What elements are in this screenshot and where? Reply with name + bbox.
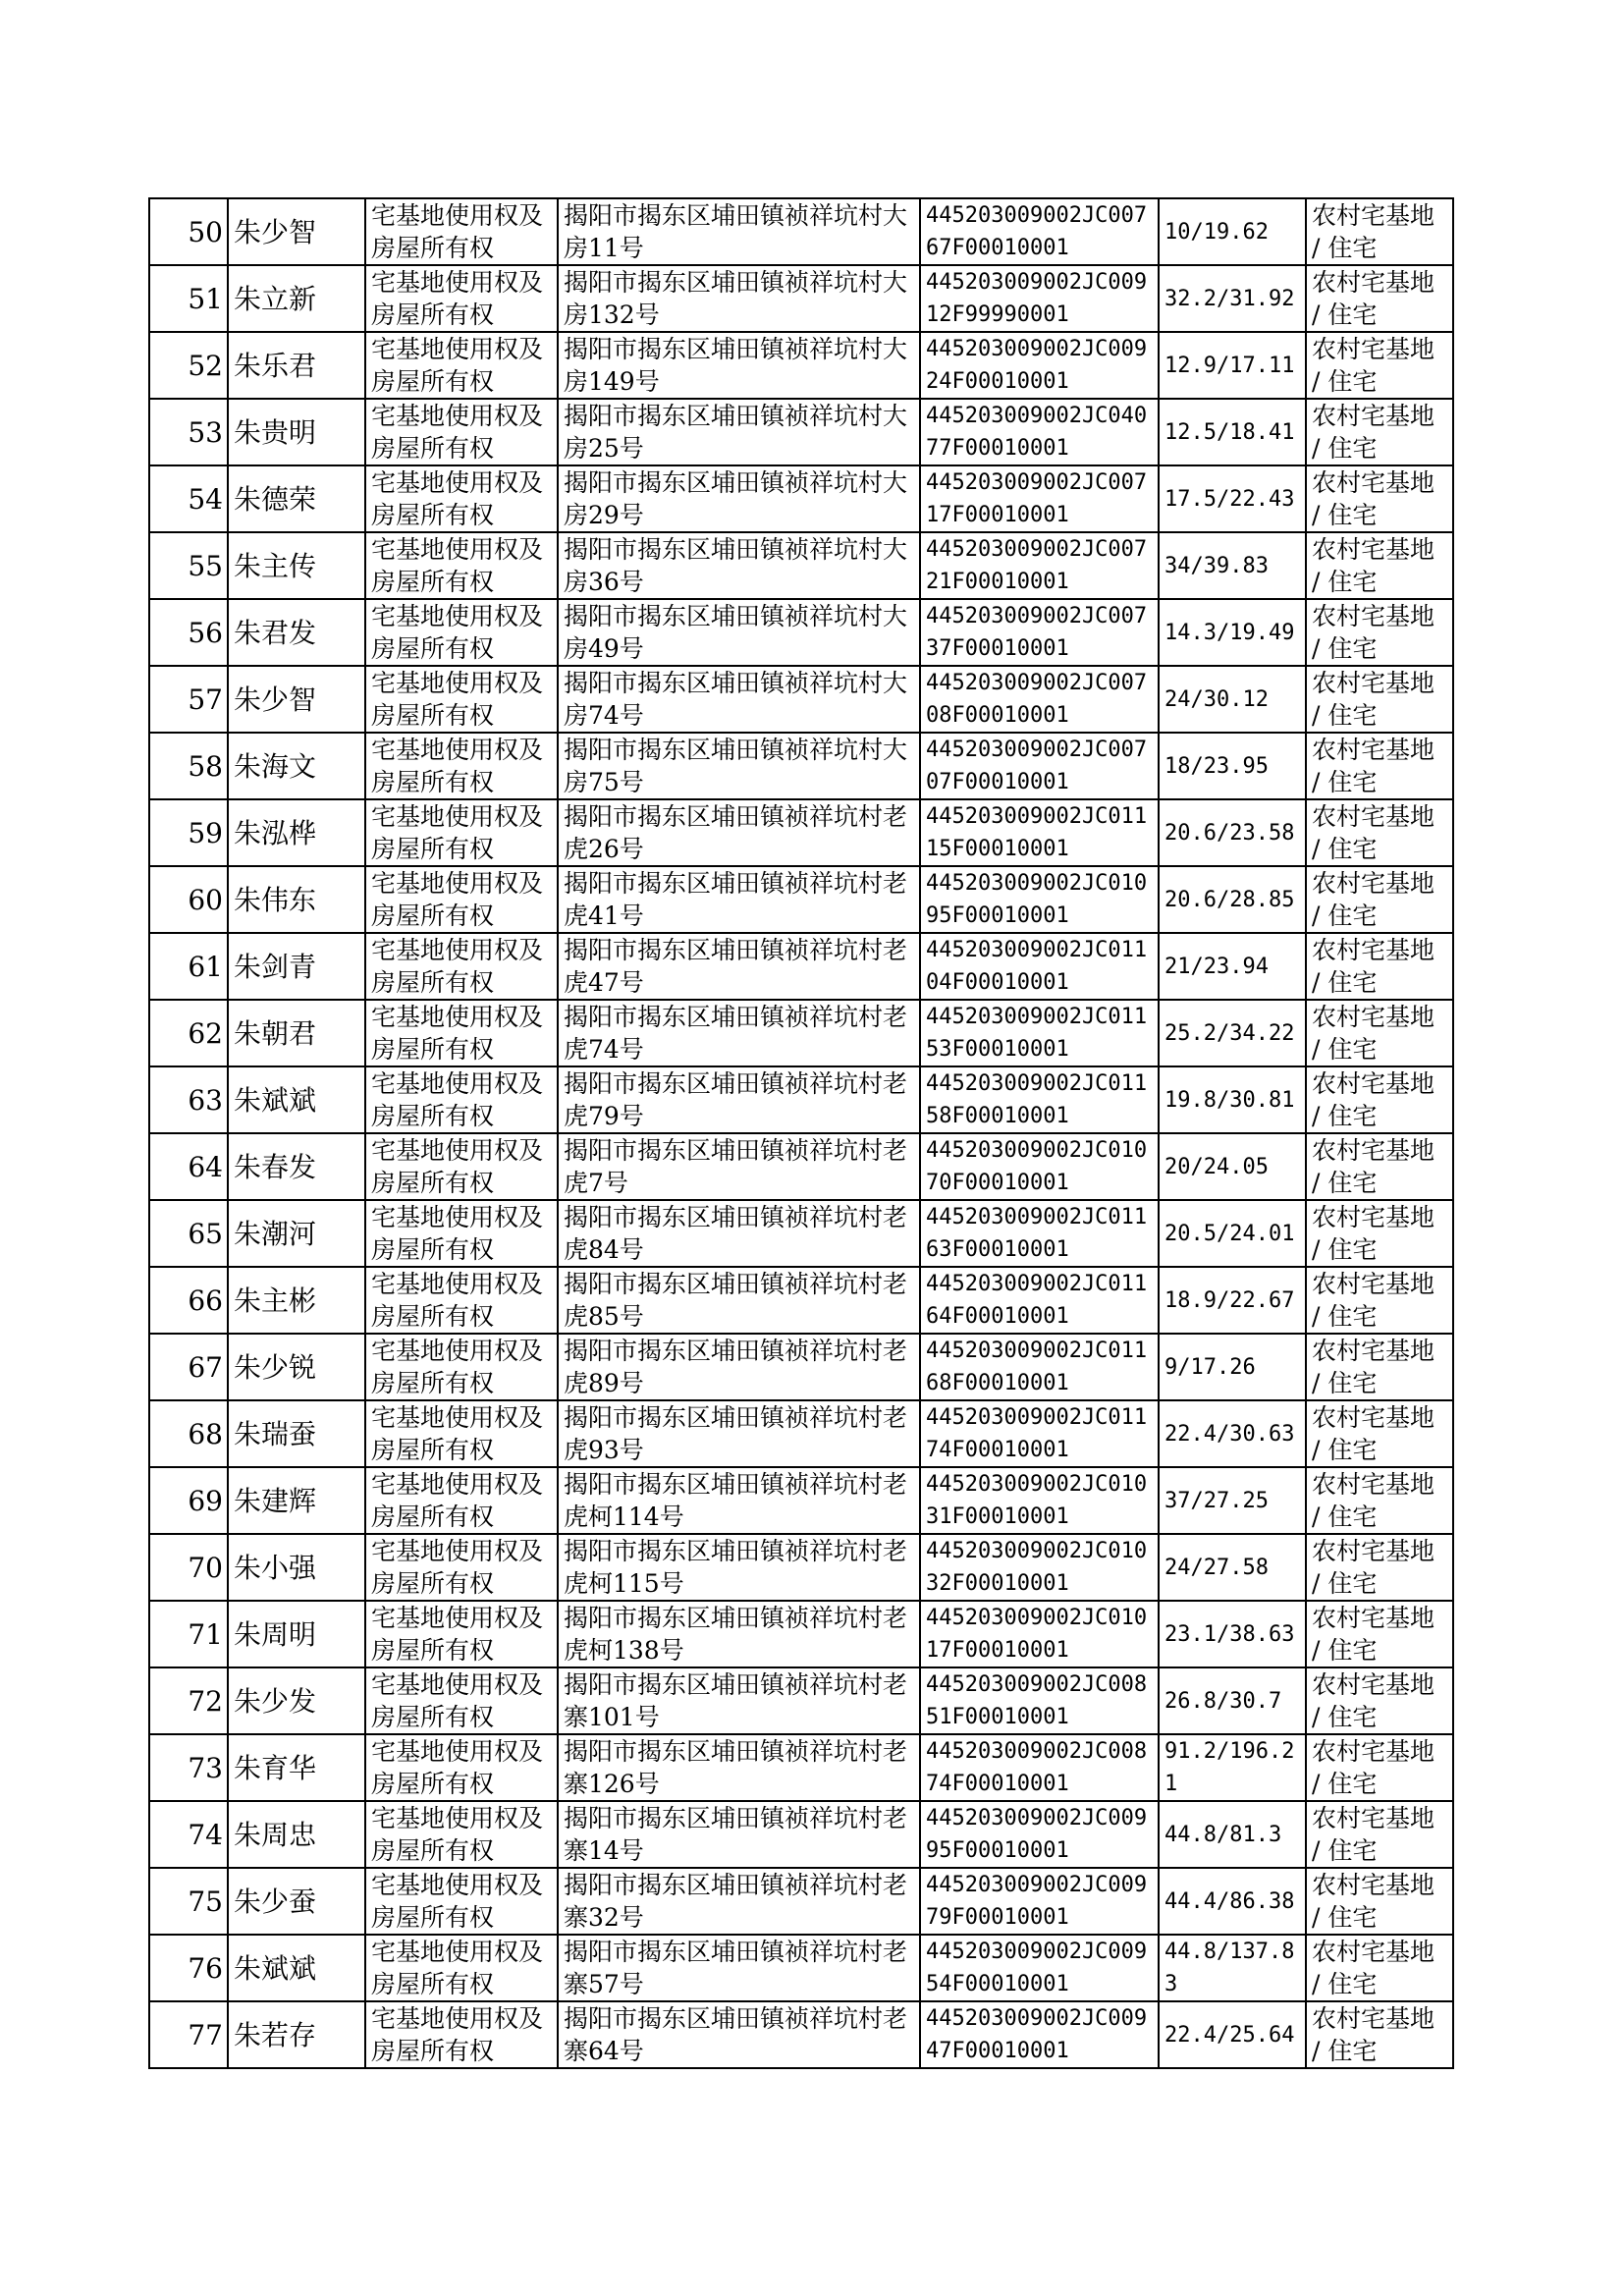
address-cell: 揭阳市揭东区埔田镇祯祥坑村老虎79号 <box>558 1066 920 1133</box>
row-number-cell: 60 <box>149 866 228 933</box>
address-cell: 揭阳市揭东区埔田镇祯祥坑村老虎7号 <box>558 1133 920 1200</box>
address-cell: 揭阳市揭东区埔田镇祯祥坑村老虎74号 <box>558 1000 920 1066</box>
owner-name-cell: 朱少智 <box>228 666 365 733</box>
table-row <box>149 1000 1453 1066</box>
registry-table <box>148 197 1454 2069</box>
owner-name-cell: 朱少发 <box>228 1667 365 1734</box>
land-use-cell: 农村宅基地 / 住宅 <box>1306 1133 1453 1200</box>
address-cell: 揭阳市揭东区埔田镇祯祥坑村大房75号 <box>558 733 920 799</box>
address-cell: 揭阳市揭东区埔田镇祯祥坑村老寨126号 <box>558 1734 920 1801</box>
row-number-cell: 54 <box>149 465 228 532</box>
address-cell: 揭阳市揭东区埔田镇祯祥坑村大房49号 <box>558 599 920 666</box>
unit-code-cell: 445203009002JC00954F00010001 <box>920 1935 1159 2001</box>
unit-code-cell: 445203009002JC01070F00010001 <box>920 1133 1159 1200</box>
right-type-cell: 宅基地使用权及房屋所有权 <box>365 465 558 532</box>
unit-code-cell: 445203009002JC04077F00010001 <box>920 399 1159 465</box>
unit-code-cell: 445203009002JC01153F00010001 <box>920 1000 1159 1066</box>
table-row <box>149 1267 1453 1334</box>
table-row <box>149 1066 1453 1133</box>
land-use-cell: 农村宅基地 / 住宅 <box>1306 1734 1453 1801</box>
table-row <box>149 265 1453 332</box>
address-cell: 揭阳市揭东区埔田镇祯祥坑村老虎柯138号 <box>558 1601 920 1667</box>
registry-table-body <box>149 198 1453 2068</box>
row-number-cell: 62 <box>149 1000 228 1066</box>
right-type-cell: 宅基地使用权及房屋所有权 <box>365 198 558 265</box>
address-cell: 揭阳市揭东区埔田镇祯祥坑村老寨14号 <box>558 1801 920 1868</box>
land-use-cell: 农村宅基地 / 住宅 <box>1306 666 1453 733</box>
owner-name-cell: 朱剑青 <box>228 933 365 1000</box>
row-number-cell: 55 <box>149 532 228 599</box>
row-number-cell: 69 <box>149 1467 228 1534</box>
unit-code-cell: 445203009002JC00708F00010001 <box>920 666 1159 733</box>
owner-name-cell: 朱少智 <box>228 198 365 265</box>
area-cell: 20.6/28.85 <box>1159 866 1306 933</box>
owner-name-cell: 朱朝君 <box>228 1000 365 1066</box>
owner-name-cell: 朱泓桦 <box>228 799 365 866</box>
row-number-cell: 66 <box>149 1267 228 1334</box>
unit-code-cell: 445203009002JC01163F00010001 <box>920 1200 1159 1267</box>
row-number-cell: 64 <box>149 1133 228 1200</box>
area-cell: 44.4/86.38 <box>1159 1868 1306 1935</box>
row-number-cell: 67 <box>149 1334 228 1400</box>
table-row <box>149 198 1453 265</box>
owner-name-cell: 朱斌斌 <box>228 1935 365 2001</box>
owner-name-cell: 朱周忠 <box>228 1801 365 1868</box>
owner-name-cell: 朱君发 <box>228 599 365 666</box>
right-type-cell: 宅基地使用权及房屋所有权 <box>365 1601 558 1667</box>
area-cell: 22.4/25.64 <box>1159 2001 1306 2068</box>
area-cell: 23.1/38.63 <box>1159 1601 1306 1667</box>
unit-code-cell: 445203009002JC00737F00010001 <box>920 599 1159 666</box>
address-cell: 揭阳市揭东区埔田镇祯祥坑村老虎41号 <box>558 866 920 933</box>
right-type-cell: 宅基地使用权及房屋所有权 <box>365 1133 558 1200</box>
unit-code-cell: 445203009002JC01168F00010001 <box>920 1334 1159 1400</box>
area-cell: 12.9/17.11 <box>1159 332 1306 399</box>
right-type-cell: 宅基地使用权及房屋所有权 <box>365 532 558 599</box>
area-cell: 14.3/19.49 <box>1159 599 1306 666</box>
unit-code-cell: 445203009002JC00767F00010001 <box>920 198 1159 265</box>
owner-name-cell: 朱瑞蚕 <box>228 1400 365 1467</box>
row-number-cell: 71 <box>149 1601 228 1667</box>
owner-name-cell: 朱小强 <box>228 1534 365 1601</box>
row-number-cell: 57 <box>149 666 228 733</box>
owner-name-cell: 朱主传 <box>228 532 365 599</box>
unit-code-cell: 445203009002JC01095F00010001 <box>920 866 1159 933</box>
right-type-cell: 宅基地使用权及房屋所有权 <box>365 933 558 1000</box>
area-cell: 10/19.62 <box>1159 198 1306 265</box>
table-row <box>149 465 1453 532</box>
land-use-cell: 农村宅基地 / 住宅 <box>1306 2001 1453 2068</box>
area-cell: 26.8/30.7 <box>1159 1667 1306 1734</box>
unit-code-cell: 445203009002JC01104F00010001 <box>920 933 1159 1000</box>
right-type-cell: 宅基地使用权及房屋所有权 <box>365 1534 558 1601</box>
right-type-cell: 宅基地使用权及房屋所有权 <box>365 1334 558 1400</box>
area-cell: 12.5/18.41 <box>1159 399 1306 465</box>
land-use-cell: 农村宅基地 / 住宅 <box>1306 1868 1453 1935</box>
land-use-cell: 农村宅基地 / 住宅 <box>1306 532 1453 599</box>
land-use-cell: 农村宅基地 / 住宅 <box>1306 1935 1453 2001</box>
land-use-cell: 农村宅基地 / 住宅 <box>1306 1467 1453 1534</box>
address-cell: 揭阳市揭东区埔田镇祯祥坑村大房74号 <box>558 666 920 733</box>
table-row <box>149 2001 1453 2068</box>
land-use-cell: 农村宅基地 / 住宅 <box>1306 1601 1453 1667</box>
table-row <box>149 799 1453 866</box>
unit-code-cell: 445203009002JC01031F00010001 <box>920 1467 1159 1534</box>
land-use-cell: 农村宅基地 / 住宅 <box>1306 332 1453 399</box>
right-type-cell: 宅基地使用权及房屋所有权 <box>365 1935 558 2001</box>
table-row <box>149 666 1453 733</box>
owner-name-cell: 朱少蚕 <box>228 1868 365 1935</box>
unit-code-cell: 445203009002JC00924F00010001 <box>920 332 1159 399</box>
owner-name-cell: 朱春发 <box>228 1133 365 1200</box>
area-cell: 44.8/81.3 <box>1159 1801 1306 1868</box>
land-use-cell: 农村宅基地 / 住宅 <box>1306 1000 1453 1066</box>
right-type-cell: 宅基地使用权及房屋所有权 <box>365 866 558 933</box>
right-type-cell: 宅基地使用权及房屋所有权 <box>365 1000 558 1066</box>
land-use-cell: 农村宅基地 / 住宅 <box>1306 465 1453 532</box>
unit-code-cell: 445203009002JC00912F99990001 <box>920 265 1159 332</box>
address-cell: 揭阳市揭东区埔田镇祯祥坑村老虎26号 <box>558 799 920 866</box>
land-use-cell: 农村宅基地 / 住宅 <box>1306 1667 1453 1734</box>
row-number-cell: 76 <box>149 1935 228 2001</box>
land-use-cell: 农村宅基地 / 住宅 <box>1306 1534 1453 1601</box>
row-number-cell: 74 <box>149 1801 228 1868</box>
land-use-cell: 农村宅基地 / 住宅 <box>1306 733 1453 799</box>
right-type-cell: 宅基地使用权及房屋所有权 <box>365 1801 558 1868</box>
unit-code-cell: 445203009002JC00717F00010001 <box>920 465 1159 532</box>
address-cell: 揭阳市揭东区埔田镇祯祥坑村老寨101号 <box>558 1667 920 1734</box>
right-type-cell: 宅基地使用权及房屋所有权 <box>365 733 558 799</box>
area-cell: 20/24.05 <box>1159 1133 1306 1200</box>
right-type-cell: 宅基地使用权及房屋所有权 <box>365 399 558 465</box>
owner-name-cell: 朱主彬 <box>228 1267 365 1334</box>
address-cell: 揭阳市揭东区埔田镇祯祥坑村老虎47号 <box>558 933 920 1000</box>
area-cell: 19.8/30.81 <box>1159 1066 1306 1133</box>
area-cell: 25.2/34.22 <box>1159 1000 1306 1066</box>
owner-name-cell: 朱德荣 <box>228 465 365 532</box>
unit-code-cell: 445203009002JC01174F00010001 <box>920 1400 1159 1467</box>
land-use-cell: 农村宅基地 / 住宅 <box>1306 1066 1453 1133</box>
land-use-cell: 农村宅基地 / 住宅 <box>1306 933 1453 1000</box>
land-use-cell: 农村宅基地 / 住宅 <box>1306 599 1453 666</box>
owner-name-cell: 朱周明 <box>228 1601 365 1667</box>
row-number-cell: 68 <box>149 1400 228 1467</box>
table-row <box>149 1601 1453 1667</box>
table-row <box>149 1133 1453 1200</box>
row-number-cell: 77 <box>149 2001 228 2068</box>
row-number-cell: 63 <box>149 1066 228 1133</box>
right-type-cell: 宅基地使用权及房屋所有权 <box>365 1467 558 1534</box>
right-type-cell: 宅基地使用权及房屋所有权 <box>365 265 558 332</box>
right-type-cell: 宅基地使用权及房屋所有权 <box>365 332 558 399</box>
row-number-cell: 75 <box>149 1868 228 1935</box>
address-cell: 揭阳市揭东区埔田镇祯祥坑村老寨32号 <box>558 1868 920 1935</box>
address-cell: 揭阳市揭东区埔田镇祯祥坑村老虎84号 <box>558 1200 920 1267</box>
area-cell: 34/39.83 <box>1159 532 1306 599</box>
land-use-cell: 农村宅基地 / 住宅 <box>1306 1267 1453 1334</box>
table-row <box>149 1200 1453 1267</box>
land-use-cell: 农村宅基地 / 住宅 <box>1306 866 1453 933</box>
area-cell: 20.6/23.58 <box>1159 799 1306 866</box>
right-type-cell: 宅基地使用权及房屋所有权 <box>365 1868 558 1935</box>
row-number-cell: 59 <box>149 799 228 866</box>
row-number-cell: 51 <box>149 265 228 332</box>
table-row <box>149 1400 1453 1467</box>
address-cell: 揭阳市揭东区埔田镇祯祥坑村老虎93号 <box>558 1400 920 1467</box>
area-cell: 20.5/24.01 <box>1159 1200 1306 1267</box>
right-type-cell: 宅基地使用权及房屋所有权 <box>365 1667 558 1734</box>
unit-code-cell: 445203009002JC01017F00010001 <box>920 1601 1159 1667</box>
address-cell: 揭阳市揭东区埔田镇祯祥坑村大房11号 <box>558 198 920 265</box>
owner-name-cell: 朱乐君 <box>228 332 365 399</box>
row-number-cell: 53 <box>149 399 228 465</box>
area-cell: 18/23.95 <box>1159 733 1306 799</box>
right-type-cell: 宅基地使用权及房屋所有权 <box>365 799 558 866</box>
address-cell: 揭阳市揭东区埔田镇祯祥坑村老寨57号 <box>558 1935 920 2001</box>
owner-name-cell: 朱伟东 <box>228 866 365 933</box>
land-use-cell: 农村宅基地 / 住宅 <box>1306 198 1453 265</box>
right-type-cell: 宅基地使用权及房屋所有权 <box>365 1267 558 1334</box>
owner-name-cell: 朱育华 <box>228 1734 365 1801</box>
owner-name-cell: 朱建辉 <box>228 1467 365 1534</box>
owner-name-cell: 朱潮河 <box>228 1200 365 1267</box>
unit-code-cell: 445203009002JC00874F00010001 <box>920 1734 1159 1801</box>
area-cell: 44.8/137.83 <box>1159 1935 1306 2001</box>
address-cell: 揭阳市揭东区埔田镇祯祥坑村大房29号 <box>558 465 920 532</box>
address-cell: 揭阳市揭东区埔田镇祯祥坑村老虎柯114号 <box>558 1467 920 1534</box>
area-cell: 18.9/22.67 <box>1159 1267 1306 1334</box>
area-cell: 24/27.58 <box>1159 1534 1306 1601</box>
owner-name-cell: 朱海文 <box>228 733 365 799</box>
row-number-cell: 72 <box>149 1667 228 1734</box>
land-use-cell: 农村宅基地 / 住宅 <box>1306 265 1453 332</box>
table-row <box>149 1667 1453 1734</box>
row-number-cell: 50 <box>149 198 228 265</box>
land-use-cell: 农村宅基地 / 住宅 <box>1306 1801 1453 1868</box>
row-number-cell: 70 <box>149 1534 228 1601</box>
row-number-cell: 65 <box>149 1200 228 1267</box>
unit-code-cell: 445203009002JC00995F00010001 <box>920 1801 1159 1868</box>
table-row <box>149 332 1453 399</box>
area-cell: 91.2/196.21 <box>1159 1734 1306 1801</box>
unit-code-cell: 445203009002JC01158F00010001 <box>920 1066 1159 1133</box>
unit-code-cell: 445203009002JC01115F00010001 <box>920 799 1159 866</box>
table-row <box>149 599 1453 666</box>
table-row <box>149 1935 1453 2001</box>
address-cell: 揭阳市揭东区埔田镇祯祥坑村大房132号 <box>558 265 920 332</box>
table-row <box>149 1534 1453 1601</box>
table-row <box>149 933 1453 1000</box>
land-use-cell: 农村宅基地 / 住宅 <box>1306 1334 1453 1400</box>
table-row <box>149 733 1453 799</box>
unit-code-cell: 445203009002JC00707F00010001 <box>920 733 1159 799</box>
area-cell: 37/27.25 <box>1159 1467 1306 1534</box>
row-number-cell: 73 <box>149 1734 228 1801</box>
row-number-cell: 61 <box>149 933 228 1000</box>
table-row <box>149 532 1453 599</box>
table-row <box>149 1868 1453 1935</box>
unit-code-cell: 445203009002JC00979F00010001 <box>920 1868 1159 1935</box>
address-cell: 揭阳市揭东区埔田镇祯祥坑村大房36号 <box>558 532 920 599</box>
area-cell: 9/17.26 <box>1159 1334 1306 1400</box>
right-type-cell: 宅基地使用权及房屋所有权 <box>365 1734 558 1801</box>
land-use-cell: 农村宅基地 / 住宅 <box>1306 1400 1453 1467</box>
row-number-cell: 56 <box>149 599 228 666</box>
right-type-cell: 宅基地使用权及房屋所有权 <box>365 2001 558 2068</box>
unit-code-cell: 445203009002JC01032F00010001 <box>920 1534 1159 1601</box>
right-type-cell: 宅基地使用权及房屋所有权 <box>365 599 558 666</box>
area-cell: 17.5/22.43 <box>1159 465 1306 532</box>
right-type-cell: 宅基地使用权及房屋所有权 <box>365 1200 558 1267</box>
land-use-cell: 农村宅基地 / 住宅 <box>1306 799 1453 866</box>
row-number-cell: 58 <box>149 733 228 799</box>
right-type-cell: 宅基地使用权及房屋所有权 <box>365 1400 558 1467</box>
land-use-cell: 农村宅基地 / 住宅 <box>1306 399 1453 465</box>
table-row <box>149 1334 1453 1400</box>
owner-name-cell: 朱若存 <box>228 2001 365 2068</box>
unit-code-cell: 445203009002JC00851F00010001 <box>920 1667 1159 1734</box>
area-cell: 22.4/30.63 <box>1159 1400 1306 1467</box>
area-cell: 32.2/31.92 <box>1159 265 1306 332</box>
table-row <box>149 1467 1453 1534</box>
right-type-cell: 宅基地使用权及房屋所有权 <box>365 666 558 733</box>
owner-name-cell: 朱少锐 <box>228 1334 365 1400</box>
right-type-cell: 宅基地使用权及房屋所有权 <box>365 1066 558 1133</box>
owner-name-cell: 朱贵明 <box>228 399 365 465</box>
owner-name-cell: 朱斌斌 <box>228 1066 365 1133</box>
table-row <box>149 1734 1453 1801</box>
land-use-cell: 农村宅基地 / 住宅 <box>1306 1200 1453 1267</box>
area-cell: 24/30.12 <box>1159 666 1306 733</box>
address-cell: 揭阳市揭东区埔田镇祯祥坑村老寨64号 <box>558 2001 920 2068</box>
row-number-cell: 52 <box>149 332 228 399</box>
address-cell: 揭阳市揭东区埔田镇祯祥坑村老虎89号 <box>558 1334 920 1400</box>
table-row <box>149 399 1453 465</box>
owner-name-cell: 朱立新 <box>228 265 365 332</box>
address-cell: 揭阳市揭东区埔田镇祯祥坑村老虎85号 <box>558 1267 920 1334</box>
unit-code-cell: 445203009002JC00947F00010001 <box>920 2001 1159 2068</box>
unit-code-cell: 445203009002JC00721F00010001 <box>920 532 1159 599</box>
table-row <box>149 1801 1453 1868</box>
address-cell: 揭阳市揭东区埔田镇祯祥坑村大房25号 <box>558 399 920 465</box>
unit-code-cell: 445203009002JC01164F00010001 <box>920 1267 1159 1334</box>
table-row <box>149 866 1453 933</box>
address-cell: 揭阳市揭东区埔田镇祯祥坑村大房149号 <box>558 332 920 399</box>
address-cell: 揭阳市揭东区埔田镇祯祥坑村老虎柯115号 <box>558 1534 920 1601</box>
area-cell: 21/23.94 <box>1159 933 1306 1000</box>
